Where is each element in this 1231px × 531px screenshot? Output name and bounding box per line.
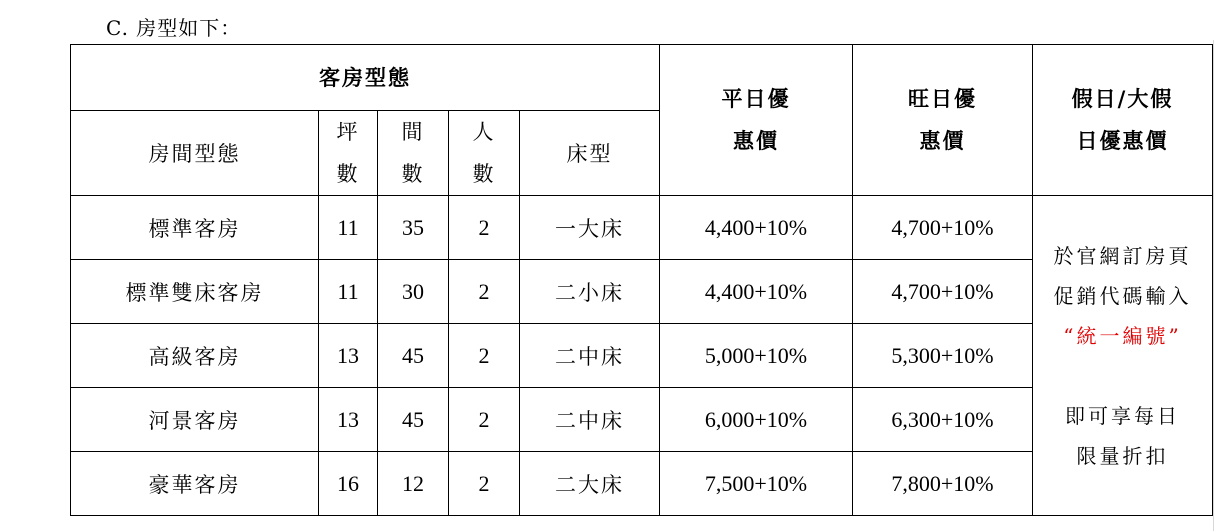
promo-line-1: 於官網訂房頁 (1053, 243, 1192, 268)
promo-code-highlight: “統一編號” (1063, 323, 1182, 348)
room-count-header-label: 間數 (401, 120, 425, 186)
room-count: 45 (378, 388, 449, 452)
peak-price: 5,300+10% (853, 324, 1033, 388)
area-header (319, 111, 378, 196)
room-people: 2 (449, 260, 520, 324)
bed-type: 二中床 (520, 388, 660, 452)
bed-type: 一大床 (520, 196, 660, 260)
table-row (71, 196, 1213, 260)
room-people: 2 (449, 388, 520, 452)
room-count: 30 (378, 260, 449, 324)
peak-price: 4,700+10% (853, 196, 1033, 260)
room-people: 2 (449, 324, 520, 388)
room-count: 45 (378, 324, 449, 388)
room-area: 11 (319, 260, 378, 324)
bed-type: 二大床 (520, 452, 660, 516)
peak-price: 7,800+10% (853, 452, 1033, 516)
bed-type: 二中床 (520, 324, 660, 388)
bed-type: 二小床 (520, 260, 660, 324)
room-count: 35 (378, 196, 449, 260)
room-name: 標準客房 (71, 196, 319, 260)
room-area: 13 (319, 388, 378, 452)
room-name: 高級客房 (71, 324, 319, 388)
section-heading: C. 房型如下： (106, 16, 242, 40)
peak-price: 4,700+10% (853, 260, 1033, 324)
weekday-price-header-label: 平日優惠價 (721, 86, 791, 153)
promo-line-2: 促銷代碼輸入 (1053, 283, 1192, 308)
people-header-label: 人數 (472, 120, 496, 186)
promo-line-4: 限量折扣 (1076, 443, 1169, 468)
weekday-price: 4,400+10% (660, 260, 853, 324)
weekday-price-header (660, 45, 853, 196)
people-header (449, 111, 520, 196)
peak-price-header-label: 旺日優惠價 (908, 86, 977, 153)
holiday-promo-note (1033, 196, 1213, 516)
room-people: 2 (449, 196, 520, 260)
promo-line-3: 即可享每日 (1065, 403, 1180, 428)
holiday-price-header (1033, 45, 1213, 196)
room-area: 16 (319, 452, 378, 516)
peak-price: 6,300+10% (853, 388, 1033, 452)
area-header-label: 坪數 (336, 120, 360, 186)
peak-price-header (853, 45, 1033, 196)
room-rate-table (70, 44, 1213, 516)
weekday-price: 4,400+10% (660, 196, 853, 260)
weekday-price: 6,000+10% (660, 388, 853, 452)
weekday-price: 7,500+10% (660, 452, 853, 516)
weekday-price: 5,000+10% (660, 324, 853, 388)
room-area: 11 (319, 196, 378, 260)
room-count: 12 (378, 452, 449, 516)
room-count-header (378, 111, 449, 196)
room-name: 豪華客房 (71, 452, 319, 516)
room-type-header: 房間型態 (71, 111, 319, 196)
page-edge-divider (1213, 40, 1214, 531)
holiday-price-header-label: 假日/大假日優惠價 (1071, 86, 1174, 153)
room-area: 13 (319, 324, 378, 388)
bed-type-header: 床型 (520, 111, 660, 196)
room-people: 2 (449, 452, 520, 516)
room-name: 河景客房 (71, 388, 319, 452)
room-name: 標準雙床客房 (71, 260, 319, 324)
room-type-group-header: 客房型態 (71, 45, 660, 111)
